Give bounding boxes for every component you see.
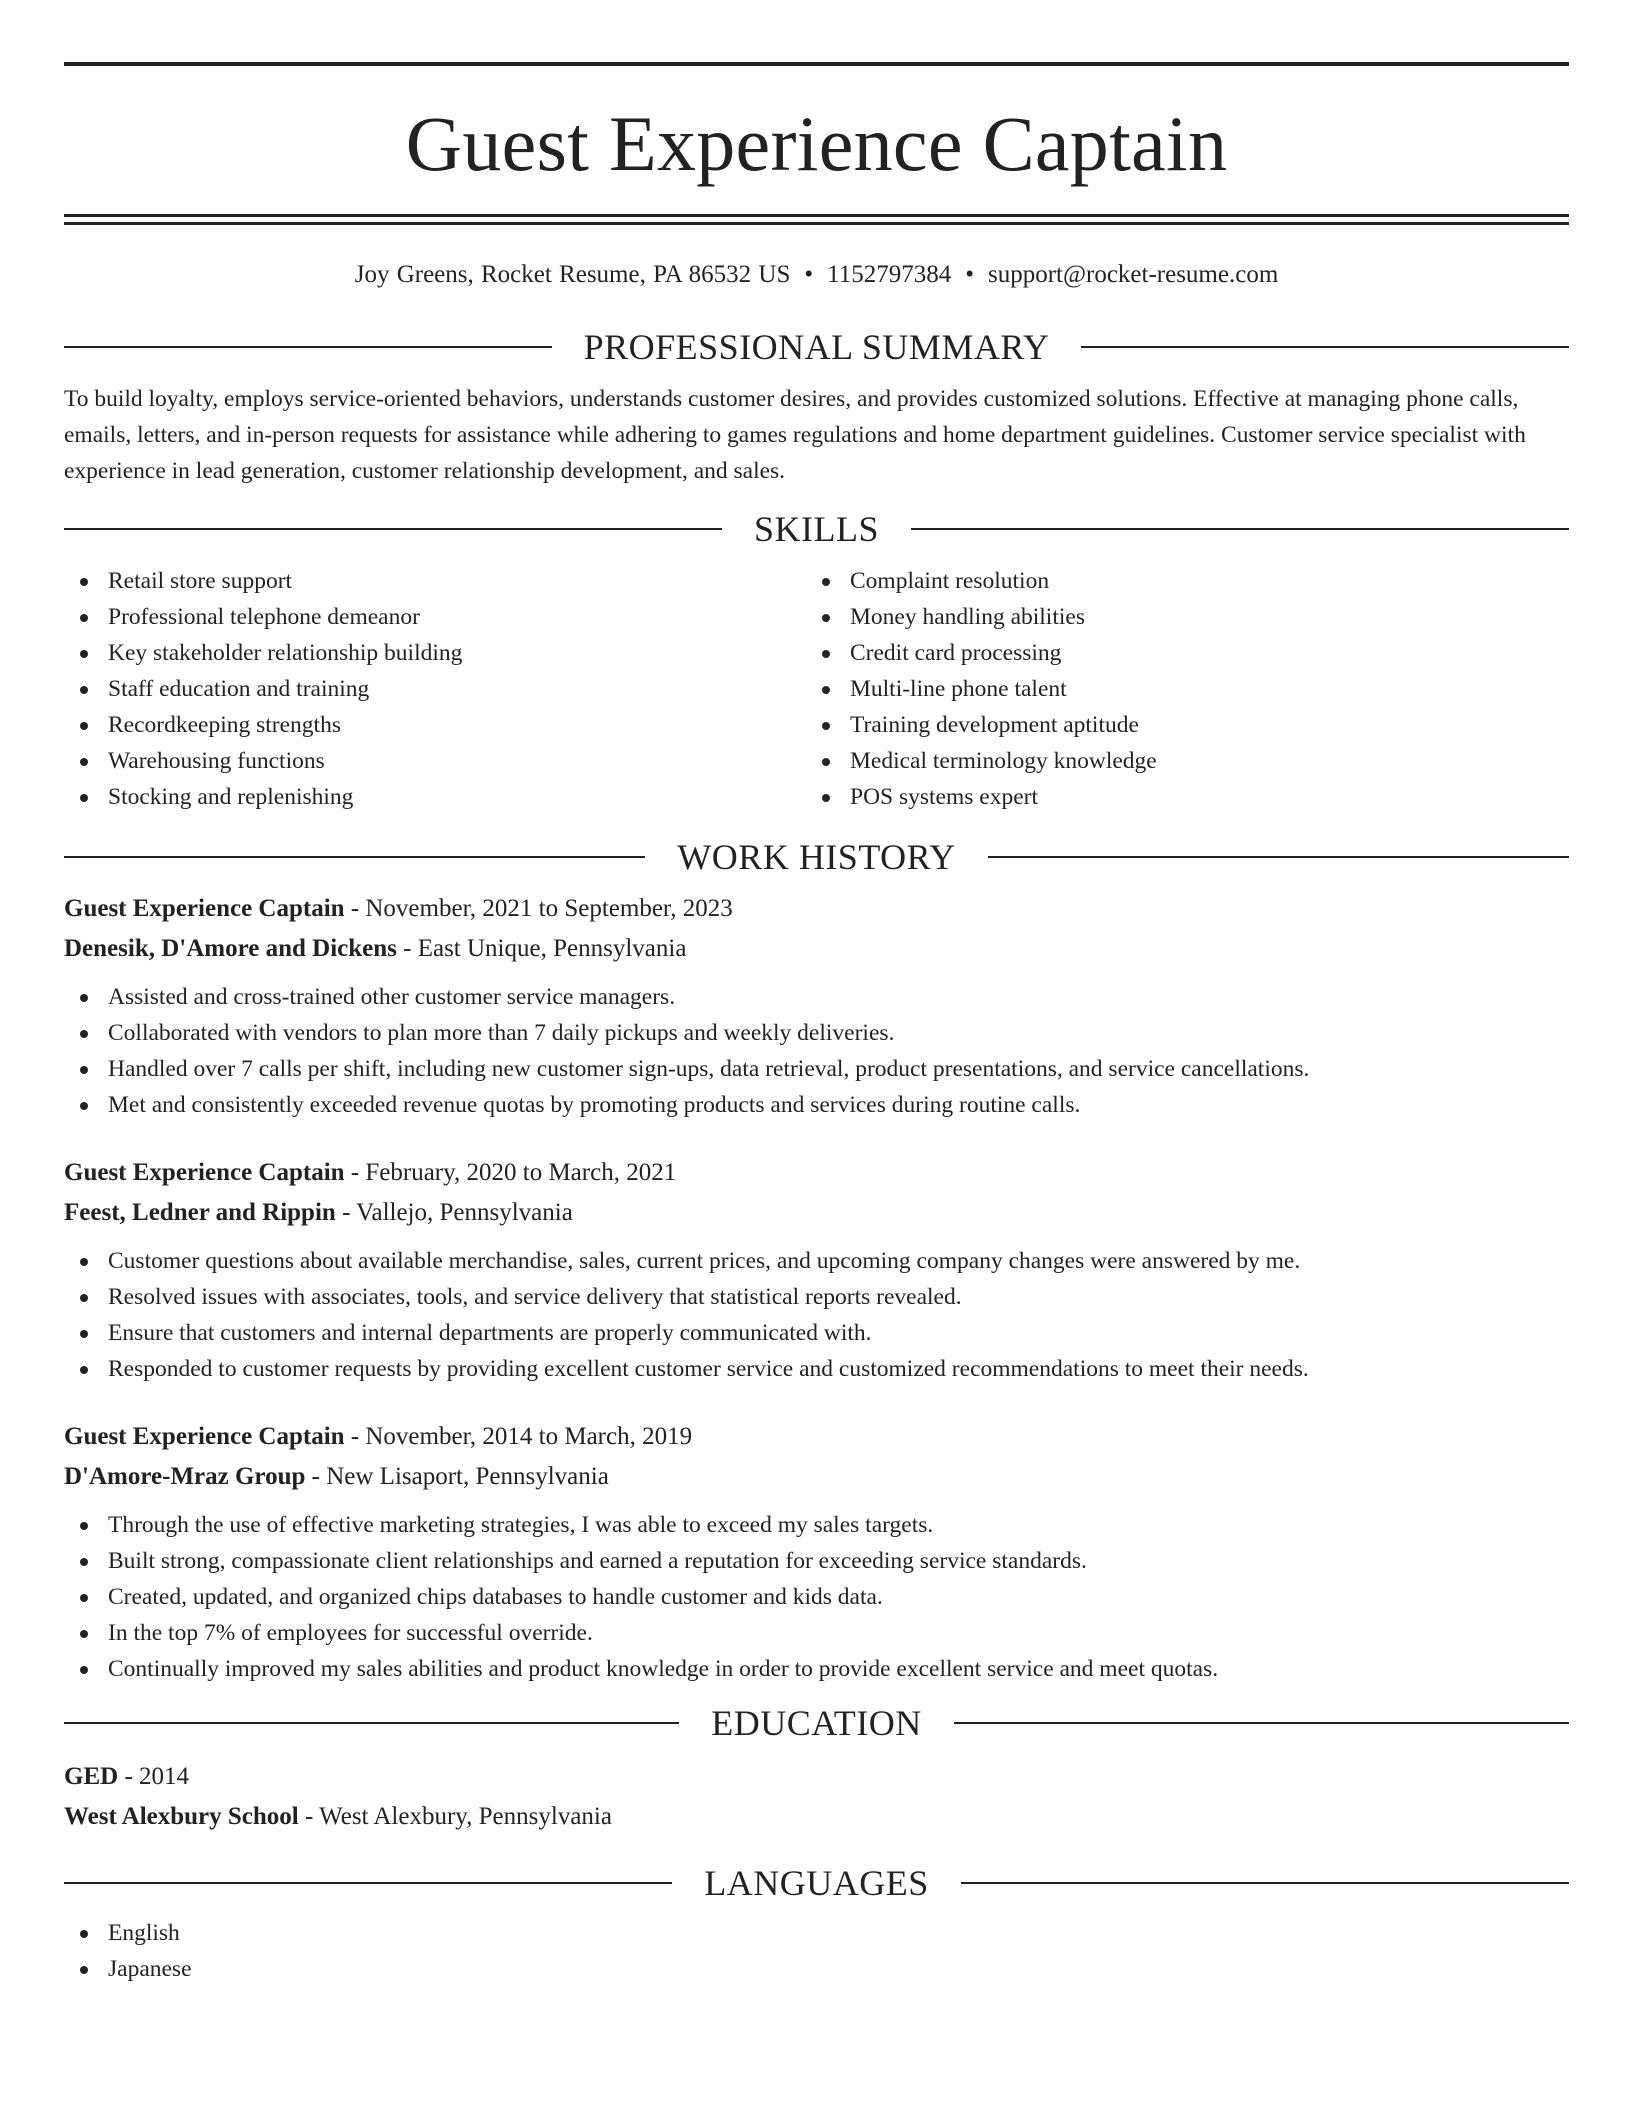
- language-item: Japanese: [64, 1951, 1569, 1987]
- education-school-line: [64, 1797, 1569, 1837]
- section-title-summary: PROFESSIONAL SUMMARY: [583, 327, 1050, 367]
- job-company-line: [64, 929, 1569, 969]
- job-title: Guest Experience Captain: [64, 1423, 345, 1450]
- skill-item: Warehousing functions: [64, 743, 806, 779]
- skill-item: Key stakeholder relationship building: [64, 635, 806, 671]
- job-bullet: Assisted and cross-trained other customer service managers.: [64, 979, 1569, 1015]
- section-rule-right: [911, 528, 1569, 530]
- contact-phone: 1152797384: [827, 261, 952, 288]
- education-degree-line: [64, 1757, 1569, 1797]
- job-bullet: Met and consistently exceeded revenue quotas by promoting products and services during routine calls.: [64, 1087, 1569, 1123]
- skill-item: Recordkeeping strengths: [64, 707, 806, 743]
- job-bullet: Responded to customer requests by providing excellent customer service and customized recommendations to meet their needs.: [64, 1351, 1569, 1387]
- education-degree: GED: [64, 1763, 119, 1790]
- job-company: Denesik, D'Amore and Dickens: [64, 935, 397, 962]
- job-entry: [64, 1417, 1569, 1687]
- skill-item: Multi-line phone talent: [806, 671, 1548, 707]
- skills-list: [64, 563, 1569, 815]
- section-header-education: [64, 1703, 1569, 1743]
- section-title-skills: SKILLS: [754, 509, 880, 549]
- section-title-education: EDUCATION: [711, 1703, 922, 1743]
- education-location: - West Alexbury, Pennsylvania: [298, 1803, 612, 1830]
- skill-item: Credit card processing: [806, 635, 1548, 671]
- contact-separator: •: [804, 261, 814, 288]
- section-title-work: WORK HISTORY: [677, 837, 956, 877]
- job-bullets: [64, 1507, 1569, 1687]
- section-rule-right: [961, 1882, 1569, 1884]
- job-location: - East Unique, Pennsylvania: [396, 935, 687, 962]
- job-bullet: Through the use of effective marketing strategies, I was able to exceed my sales targets.: [64, 1507, 1569, 1543]
- education-school: West Alexbury School: [64, 1803, 299, 1830]
- section-rule-left: [64, 346, 552, 348]
- summary-text: To build loyalty, employs service-oriented behaviors, understands customer desires, and provides customized solutions. Effective at managing phone calls, emails, letters, and in-person requests for assistance while adhering to games regulations and home department guidelines. Customer service specialist with experience in lead generation, customer relationship development, and sales.: [64, 386, 1526, 484]
- job-bullet: Resolved issues with associates, tools, and service delivery that statistical reports revealed.: [64, 1279, 1569, 1315]
- top-rule: [64, 62, 1569, 66]
- skills-column-right: [806, 563, 1548, 815]
- resume-content: [64, 62, 1569, 1987]
- section-title-languages: LANGUAGES: [704, 1863, 929, 1903]
- job-location: - New Lisaport, Pennsylvania: [305, 1463, 609, 1490]
- skill-item: Medical terminology knowledge: [806, 743, 1548, 779]
- job-bullet: Ensure that customers and internal departments are properly communicated with.: [64, 1315, 1569, 1351]
- job-bullet: In the top 7% of employees for successful override.: [64, 1615, 1569, 1651]
- section-header-work: [64, 837, 1569, 877]
- section-rule-left: [64, 856, 645, 858]
- job-company-line: [64, 1457, 1569, 1497]
- section-rule-left: [64, 1882, 672, 1884]
- title-double-rule: [64, 214, 1569, 225]
- job-entry: [64, 1153, 1569, 1387]
- contact-address: Joy Greens, Rocket Resume, PA 86532 US: [354, 261, 791, 288]
- job-entry: [64, 889, 1569, 1123]
- job-bullet: Created, updated, and organized chips databases to handle customer and kids data.: [64, 1579, 1569, 1615]
- job-dates: - November, 2021 to September, 2023: [344, 895, 733, 922]
- section-header-summary: [64, 327, 1569, 367]
- job-bullet: Continually improved my sales abilities and product knowledge in order to provide excellent service and meet quotas.: [64, 1651, 1569, 1687]
- job-company: D'Amore-Mraz Group: [64, 1463, 306, 1490]
- skill-item: Money handling abilities: [806, 599, 1548, 635]
- contact-email: support@rocket-resume.com: [987, 261, 1279, 288]
- job-dates: - November, 2014 to March, 2019: [344, 1423, 693, 1450]
- job-dates: - February, 2020 to March, 2021: [344, 1159, 677, 1186]
- skill-item: Complaint resolution: [806, 563, 1548, 599]
- section-rule-left: [64, 1722, 679, 1724]
- job-bullets: [64, 1243, 1569, 1387]
- education-year: - 2014: [118, 1763, 190, 1790]
- job-bullet: Built strong, compassionate client relationships and earned a reputation for exceeding service standards.: [64, 1543, 1569, 1579]
- skill-item: Training development aptitude: [806, 707, 1548, 743]
- resume-title: Guest Experience Captain: [405, 100, 1228, 187]
- skill-item: Stocking and replenishing: [64, 779, 806, 815]
- language-item: English: [64, 1915, 1569, 1951]
- job-title-line: [64, 1417, 1569, 1457]
- job-bullet: Customer questions about available merchandise, sales, current prices, and upcoming company changes were answered by me.: [64, 1243, 1569, 1279]
- job-location: - Vallejo, Pennsylvania: [335, 1199, 573, 1226]
- job-title: Guest Experience Captain: [64, 895, 345, 922]
- contact-separator: •: [965, 261, 974, 288]
- section-rule-right: [1081, 346, 1569, 348]
- section-rule-right: [954, 1722, 1569, 1724]
- skill-item: Retail store support: [64, 563, 806, 599]
- skill-item: Professional telephone demeanor: [64, 599, 806, 635]
- section-header-languages: [64, 1863, 1569, 1903]
- skill-item: Staff education and training: [64, 671, 806, 707]
- skill-item: POS systems expert: [806, 779, 1548, 815]
- job-title-line: [64, 1153, 1569, 1193]
- job-company: Feest, Ledner and Rippin: [64, 1199, 336, 1226]
- job-bullets: [64, 979, 1569, 1123]
- job-bullet: Collaborated with vendors to plan more than 7 daily pickups and weekly deliveries.: [64, 1015, 1569, 1051]
- skills-column-left: [64, 563, 806, 815]
- job-title: Guest Experience Captain: [64, 1159, 345, 1186]
- section-rule-right: [988, 856, 1569, 858]
- section-header-skills: [64, 509, 1569, 549]
- section-rule-left: [64, 528, 722, 530]
- job-company-line: [64, 1193, 1569, 1233]
- contact-line: [64, 259, 1569, 291]
- job-title-line: [64, 889, 1569, 929]
- job-bullet: Handled over 7 calls per shift, including new customer sign-ups, data retrieval, product presentations, and service cancellations.: [64, 1051, 1569, 1087]
- languages-list: [64, 1915, 1569, 1987]
- education-entry: [64, 1757, 1569, 1837]
